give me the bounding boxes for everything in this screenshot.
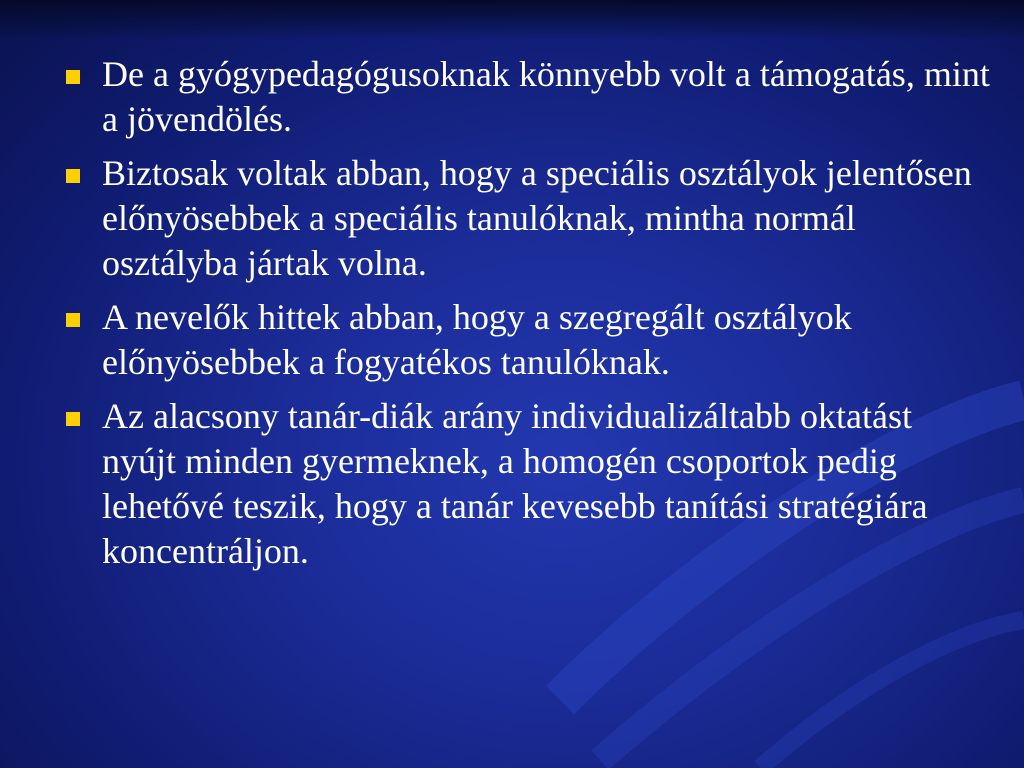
bullet-text-1: De a gyógypedagógusoknak könnyebb volt a támogatás, mint a jövendölés. — [102, 54, 990, 139]
bullet-item-2 — [60, 151, 990, 286]
slide-body — [60, 52, 990, 583]
square-bullet-icon — [66, 412, 80, 426]
square-bullet-icon — [66, 313, 80, 327]
bullet-text-4: Az alacsony tanár-diák arány individualizáltabb oktatást nyújt minden gyermeknek, a homogén csoportok pedig lehetővé teszik, hogy a tanár kevesebb tanítási stratégiára koncentráljon. — [102, 396, 928, 571]
square-bullet-icon — [66, 70, 80, 84]
bullet-item-4 — [60, 394, 990, 574]
bullet-item-3 — [60, 295, 990, 385]
bullet-text-2: Biztosak voltak abban, hogy a speciális osztályok jelentősen előnyösebbek a speciális tanulóknak, mintha normál osztályba jártak volna. — [102, 153, 972, 283]
bullet-item-1 — [60, 52, 990, 142]
square-bullet-icon — [66, 169, 80, 183]
bullet-list — [60, 52, 990, 574]
bullet-text-3: A nevelők hittek abban, hogy a szegregált osztályok előnyösebbek a fogyatékos tanulóknak. — [102, 297, 852, 382]
